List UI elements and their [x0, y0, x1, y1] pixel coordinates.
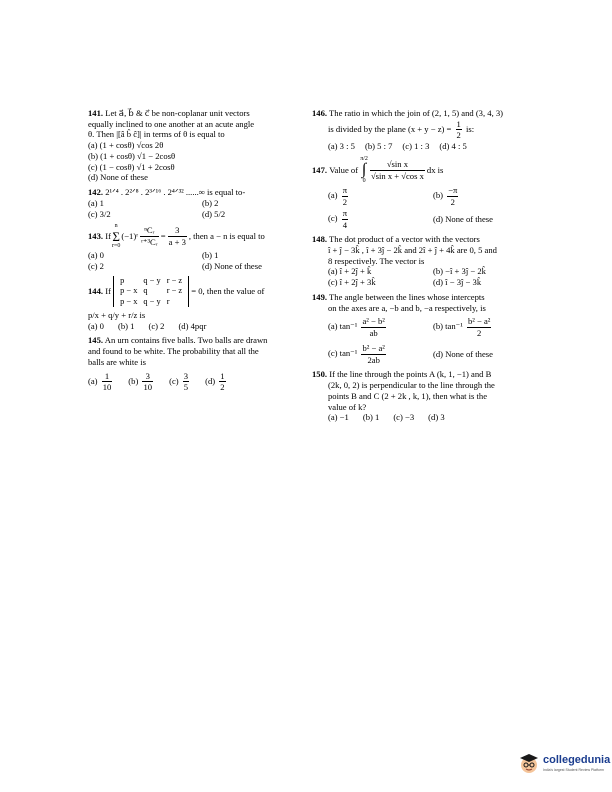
question-text: Value of [329, 165, 359, 176]
option-a[interactable]: (a) (1 + cosθ) √cos 2θ [88, 140, 164, 151]
right-column [312, 108, 532, 427]
question-text: dx is [426, 165, 444, 176]
question-number: 142. [88, 187, 104, 198]
question-146 [312, 108, 532, 152]
question-text: points B and C (2 + 2k , k, 1), then what is the [328, 390, 488, 401]
option-a[interactable]: (a) î + 2ĵ + k̂ [328, 266, 372, 277]
option-a[interactable]: (a) tan⁻¹ $\frac{\text{a² − b²}}{ab}$ [328, 316, 385, 339]
option-b[interactable]: (b) tan⁻¹ $\frac{\text{b² − a²}}{2}$ [433, 316, 491, 339]
question-text: If [105, 231, 111, 242]
question-text: θ. Then |[â b̂ ĉ]| in terms of θ is equal to [88, 129, 225, 140]
question-text: = 0, then the value of [191, 285, 265, 296]
option-c[interactable]: (c) $\frac{3}{5}$ [169, 370, 189, 393]
determinant: p q − y r − z p − x q r − z p − x q − y r [113, 276, 189, 308]
question-text: The dot product of a vector with the vectors [329, 234, 480, 245]
option-c[interactable]: (c) 2 [88, 260, 104, 271]
option-c[interactable]: (c) 3/2 [88, 208, 111, 219]
option-d[interactable]: (d) 5/2 [202, 208, 226, 219]
option-b[interactable]: (b) (1 + cosθ) √1 − 2cosθ [88, 150, 176, 161]
option-d[interactable]: (d) 3 [428, 412, 445, 423]
question-144 [88, 276, 310, 332]
option-b[interactable]: (b) 2 [202, 197, 219, 208]
question-text: balls are white is [88, 356, 146, 367]
question-text: , then a − n is equal to [188, 231, 265, 242]
option-b[interactable]: (b) 1 [117, 320, 135, 331]
question-number: 148. [312, 234, 328, 245]
expression: p/x + q/y + r/z is [88, 310, 146, 320]
question-text: If the line through the points A (k, 1, −1) and B [329, 369, 492, 380]
question-text: (2k, 0, 2) is perpendicular to the line through the [328, 380, 495, 391]
fraction: $\frac{\text{ⁿCᵣ}}{\text{ʳ⁺³Cᵣ}}$ [141, 225, 158, 248]
question-text: 2¹ᐟ⁴ . 2²ᐟ⁸ . 2³ᐟ¹⁶ . 2⁴ᐟ³² ......∞ is equal to- [105, 187, 246, 198]
question-text: is divided by the plane (x + y − z) = [328, 123, 452, 134]
fraction: $\frac{1}{2}$ [456, 118, 461, 141]
left-column [88, 108, 310, 397]
option-d[interactable]: (d) None of these [433, 213, 493, 224]
option-c[interactable]: (c) 1 : 3 [402, 141, 430, 152]
question-text: If [105, 285, 111, 296]
option-b[interactable]: (b) 1 [202, 250, 219, 261]
question-text: The ratio in which the join of (2, 1, 5) and (3, 4, 3) [329, 108, 504, 118]
option-c[interactable]: (c) 2 [148, 320, 165, 331]
question-text: on the axes are a, −b and b, −a respectively, is [328, 302, 486, 313]
option-d[interactable]: (d) None of these [88, 172, 148, 183]
option-c[interactable]: (c) î + 2ĵ + 3k̂ [328, 277, 376, 288]
question-number: 146. [312, 108, 328, 118]
question-number: 141. [88, 108, 104, 118]
term: (−1)ʳ [121, 231, 139, 242]
option-a[interactable]: (a) 0 [88, 250, 104, 261]
question-150 [312, 369, 532, 423]
graduate-icon [518, 752, 540, 774]
question-text: The angle between the lines whose intercepts [329, 291, 485, 302]
option-a[interactable]: (a) 3 : 5 [328, 141, 355, 152]
question-number: 149. [312, 291, 328, 302]
option-a[interactable]: (a) 1 [88, 197, 104, 208]
integral-upper: π/2 [360, 155, 368, 162]
option-d[interactable]: (d) $\frac{1}{2}$ [205, 370, 225, 393]
logo-name: collegedunia [543, 753, 611, 766]
option-d[interactable]: (d) None of these [202, 260, 262, 271]
question-number: 150. [312, 369, 328, 380]
question-number: 147. [312, 165, 328, 176]
option-d[interactable]: (d) None of these [433, 348, 493, 359]
question-text: is: [465, 123, 475, 134]
option-d[interactable]: (d) î − 3ĵ − 3k̂ [433, 277, 482, 288]
question-text: value of k? [328, 401, 367, 412]
option-b[interactable]: (b) −î + 3ĵ − 2k̂ [433, 266, 486, 277]
option-d[interactable]: (d) 4 : 5 [439, 141, 467, 152]
sigma-symbol: Σ [112, 228, 120, 244]
question-number: 143. [88, 231, 104, 242]
option-a[interactable]: (a) $\frac{1}{10}$ [88, 370, 112, 393]
option-c[interactable]: (c) −3 [393, 412, 415, 423]
logo-tagline: India's largest Student Review Platform [543, 767, 604, 772]
collegedunia-logo[interactable] [518, 752, 610, 774]
option-a[interactable]: (a) −1 [328, 412, 349, 423]
fraction: $\frac{3}{a + 3}$ [168, 225, 186, 248]
question-number: 145. [88, 335, 104, 346]
question-text: 8 respectively. The vector is [328, 255, 425, 266]
question-text: î + ĵ − 3k̂ , î + 3ĵ − 2k̂ and 2î + ĵ + 4k̂ are 0, 5 and [328, 245, 497, 255]
fraction: $\frac{\text{√sin x}}{\text{√sin x + √cos x}}$ [370, 159, 424, 182]
option-a[interactable]: (a) 0 [88, 320, 104, 331]
question-number: 144. [88, 285, 104, 296]
question-143: 143. If n Σ r=0 (−1)ʳ $\frac{\text{ⁿCᵣ}}{\text{ʳ⁺³Cᵣ}}$ = $\frac{3}{a + 3}$ , then a − n is equal to (a) 0 (b) 1 (c) 2 (d) None of these [88, 223, 310, 271]
option-b[interactable]: (b) $\frac{3}{10}$ [128, 370, 153, 393]
option-a[interactable]: (a) $\frac{\pi}{2}$ [328, 185, 348, 208]
integral-symbol: ∫ [361, 161, 367, 179]
question-145 [88, 335, 310, 393]
question-149 [312, 292, 532, 365]
question-text: Let a⃗, b⃗ & c⃗ be non-coplanar unit vectors [105, 108, 250, 118]
option-b[interactable]: (b) $\frac{-\pi}{2}$ [433, 185, 458, 208]
integral [360, 156, 368, 185]
option-b[interactable]: (b) 1 [362, 412, 380, 423]
option-c[interactable]: (c) tan⁻¹ $\frac{\text{b² − a²}}{2ab}$ [328, 342, 385, 365]
question-141 [88, 108, 310, 183]
question-147 [312, 156, 532, 230]
sum-lower: r=0 [111, 242, 121, 249]
option-b[interactable]: (b) 5 : 7 [364, 141, 393, 152]
question-148 [312, 234, 532, 288]
sum-upper: n [114, 223, 118, 230]
integral-lower: 0 [362, 177, 366, 184]
question-text: An urn contains five balls. Two balls are drawn [104, 335, 268, 346]
option-c[interactable]: (c) $\frac{\pi}{4}$ [328, 207, 348, 230]
option-c[interactable]: (c) (1 − cosθ) √1 + 2cosθ [88, 161, 175, 172]
question-text: equally inclined to one another at an acute angle [88, 118, 255, 129]
option-d[interactable]: (d) 4pqr [178, 320, 207, 331]
question-text: and found to be white. The probability that all the [88, 346, 259, 357]
summation [112, 223, 120, 250]
question-142 [88, 187, 310, 219]
